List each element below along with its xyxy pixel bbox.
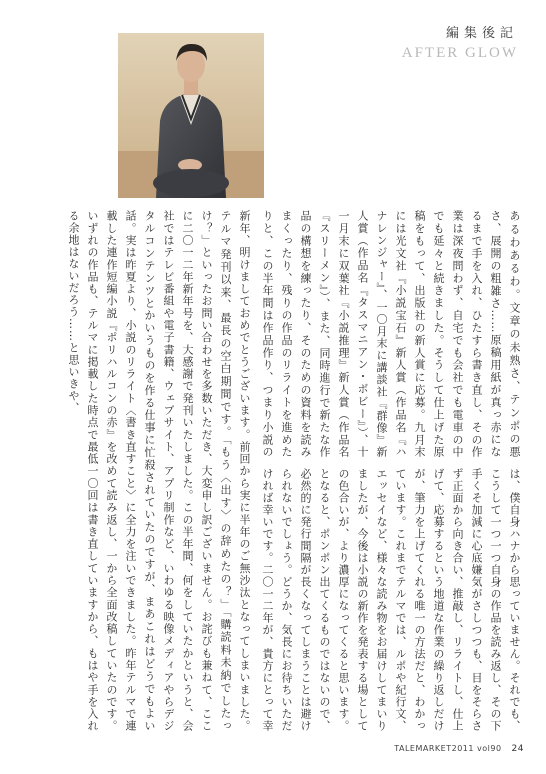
article-column-bottom-right (256, 468, 524, 732)
article-column-top-right (256, 210, 524, 458)
page-number: 24 (511, 744, 524, 754)
article-text-top-right: あるわあるわ。文章の未熟さ、テンポの悪さ、展開の粗雑さ……原稿用紙が真っ赤になるまで手を入れ、ひたすら書き直し、その作業は深夜問わず、自宅でも会社でも電車の中でも延々と続きました。そうして仕上げた原稿をもって、出版社の新人賞に応募。九月末には光文社『小説宝石』新人賞（作品名『ハナレンジャー』、一〇月末に講談社『群像』新人賞（作品名『タスマニアン・ボビー』）、十一月末に双葉社『小説推理』新人賞（作品名『スリーメン』）、また、同時進行で新たな作品の構想を練ったり、そのための資料を読みまくったり、残りの作品のリライトを進めたりと、この半年間は作品作り、つまり小説の (261, 210, 521, 458)
author-photo (118, 33, 264, 198)
article-column-left (32, 210, 254, 732)
article-text-bottom-right: は、僕自身ハナから思っていません。それでも、こうして一つ一つ自身の作品を読み返し、その下手くそ加減に心底嫌気がさしつつも、目をそらさず正面から向き合い、推敲し、リライトし、仕上げて、応募するという地道な作業の繰り返しだけが、筆力を上げてくれる唯一の方法だと、わかっています。これまでテルマでは、ルポや紀行文、エッセイなど、様々な読み物をお届けしてまいりましたが、今後は小説の新作を発表する場としての色合いが、より濃厚になってくると思います。となると、ポンポン出てくるものではないので、必然的に発行間隔が長くなってしまうことは避けられないでしょう。どうか、気長にお待ちいただければ幸いです。二〇一二年が、貴方にとって幸 (261, 468, 521, 732)
header-title-en: AFTER GLOW (401, 45, 518, 61)
header-title-jp: 編集後記 (445, 26, 518, 41)
author-photo-illustration (118, 33, 264, 198)
page-footer (394, 744, 524, 754)
article-text-left: 新年、明けましておめでとうございます。前回から実に半年のご無沙汰となってしまいました。テルマ発刊以来、最長の空白期間です。「もう〈出す〉の辞めたの？」「購読料未納でしたっけ？」といったお問い合わせを多数いただき、大変申し訳ございません。お詫びも兼ねて、ここに二〇一二年新年号を、大感謝で発刊いたしました。この半年間、何をしていたかというと、会社ではテレビ番組や電子書籍、ウェブサイト、アプリ制作など、いわゆる映像メディアやらデジタルコンテンツとかいうものを作る仕事に忙殺されていたのですが、まあこれはどうでもよい話。実は昨夏より、小説のリライト〈書き直すこと〉に全力を注いできました。昨年テルマで連載した連作短編小説『ポリハルコンの赤』を改めて読み返し、一から全面改稿していたのです。いずれの作品も、テルマに掲載した時点で最低一〇回は書き直していますから、もはや手を入れる余地はないだろう……と思いきや、 (67, 210, 251, 732)
page-header (402, 26, 518, 62)
publication-name: TALEMARKET2011 vol90 (394, 744, 502, 753)
